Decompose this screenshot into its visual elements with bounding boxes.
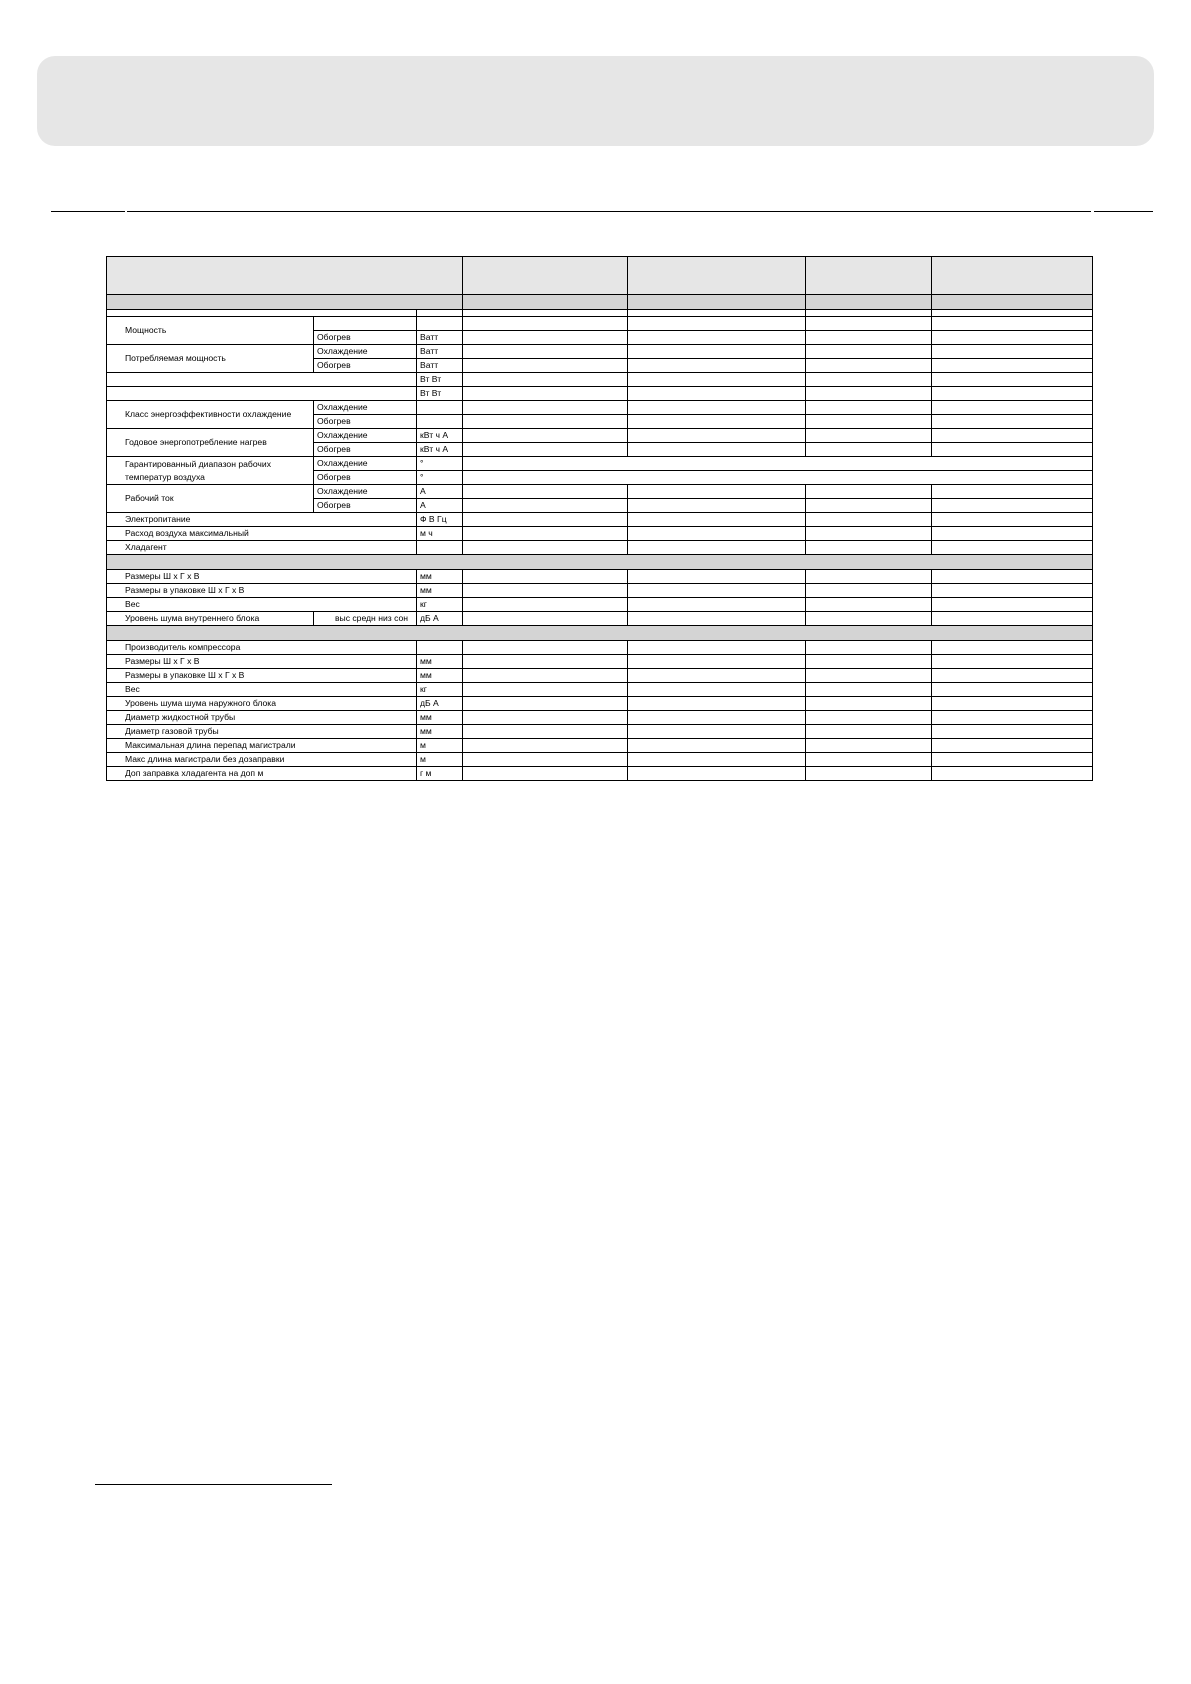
refrigerant-label: Хладагент [107, 541, 417, 555]
table-row [107, 570, 1093, 584]
unit-mm: мм [417, 711, 463, 725]
mode-heating: Обогрев [314, 443, 417, 457]
indoor-noise-label: Уровень шума внутреннего блока [107, 612, 314, 626]
table-row [107, 527, 1093, 541]
extra-refrigerant-label: Доп заправка хладагента на доп м [107, 767, 417, 781]
table-row [107, 401, 1093, 415]
outdoor-weight-label: Вес [107, 683, 417, 697]
table-row [107, 753, 1093, 767]
header-cell-model-1 [463, 257, 628, 295]
unit-kwh-a: кВт ч А [417, 429, 463, 443]
table-row [107, 641, 1093, 655]
current-label: Рабочий ток [107, 485, 314, 513]
specifications-table [106, 256, 1093, 781]
table-row [107, 317, 1093, 331]
mode-heating: Обогрев [314, 471, 417, 485]
unit-watt: Ватт [417, 359, 463, 373]
indoor-noise-modes: выс средн низ сон [314, 612, 417, 626]
table-row [107, 345, 1093, 359]
table-row [107, 655, 1093, 669]
power-label: Мощность [107, 317, 314, 345]
unit-watt: Ватт [417, 331, 463, 345]
power-supply-label: Электропитание [107, 513, 417, 527]
annual-consumption-label: Годовое энергопотребление нагрев [107, 429, 314, 457]
unit-m: м [417, 753, 463, 767]
table-row [107, 683, 1093, 697]
table-row [107, 485, 1093, 499]
mode-heating: Обогрев [314, 359, 417, 373]
table-row [107, 513, 1093, 527]
max-length-label: Максимальная длина перепад магистрали [107, 739, 417, 753]
table-row [107, 584, 1093, 598]
table-row [107, 711, 1093, 725]
table-row [107, 373, 1093, 387]
section-row-general [107, 295, 1093, 310]
header-cell-model-3 [806, 257, 932, 295]
footnote-rule [95, 1484, 332, 1485]
table-row [107, 669, 1093, 683]
mode-cooling: Охлаждение [314, 457, 417, 471]
unit-amp: А [417, 499, 463, 513]
header-cell-parameter [107, 257, 463, 295]
header-cell-model-2 [628, 257, 806, 295]
mode-heating: Обогрев [314, 331, 417, 345]
header-rule-right [1094, 211, 1153, 212]
mode-heating: Обогрев [314, 499, 417, 513]
mode-heating: Обогрев [314, 415, 417, 429]
unit-kg: кг [417, 598, 463, 612]
unit-mm: мм [417, 570, 463, 584]
temp-range-value-heating [463, 471, 1093, 485]
unit-w-w: Вт Вт [417, 387, 463, 401]
airflow-label: Расход воздуха максимальный [107, 527, 417, 541]
unit-kg: кг [417, 683, 463, 697]
table-row [107, 387, 1093, 401]
table-row [107, 598, 1093, 612]
header-rule-center [127, 211, 1091, 212]
table-row [107, 725, 1093, 739]
compressor-maker-label: Производитель компрессора [107, 641, 417, 655]
table-row [107, 739, 1093, 753]
table-row [107, 541, 1093, 555]
unit-mm: мм [417, 669, 463, 683]
unit-mm: мм [417, 655, 463, 669]
table-row [107, 612, 1093, 626]
section-row-outdoor [107, 626, 1093, 641]
table-row [107, 429, 1093, 443]
mode-cooling: Охлаждение [314, 485, 417, 499]
header-rule-left [51, 211, 125, 212]
table-row [107, 767, 1093, 781]
unit-degree: ° [417, 457, 463, 471]
gas-pipe-label: Диаметр газовой трубы [107, 725, 417, 739]
outdoor-pack-dims-label: Размеры в упаковке Ш х Г х В [107, 669, 417, 683]
unit-degree: ° [417, 471, 463, 485]
unit-airflow: м ч [417, 527, 463, 541]
unit-db-a: дБ А [417, 697, 463, 711]
unit-w-w: Вт Вт [417, 373, 463, 387]
temp-range-label: Гарантированный диапазон рабочих температур воздуха [107, 457, 314, 485]
consumed-power-label: Потребляемая мощность [107, 345, 314, 373]
energy-class-label: Класс энергоэффективности охлаждение [107, 401, 314, 429]
unit-amp: А [417, 485, 463, 499]
unit-g-m: г м [417, 767, 463, 781]
outdoor-dims-label: Размеры Ш х Г х В [107, 655, 417, 669]
table-header-row [107, 257, 1093, 295]
indoor-dims-label: Размеры Ш х Г х В [107, 570, 417, 584]
weight-label: Вес [107, 598, 417, 612]
unit-mm: мм [417, 584, 463, 598]
mode-cooling: Охлаждение [314, 345, 417, 359]
header-banner [37, 56, 1154, 146]
mode-cooling: Охлаждение [314, 401, 417, 415]
liquid-pipe-label: Диаметр жидкостной трубы [107, 711, 417, 725]
table-row [107, 457, 1093, 471]
unit-power-supply: Ф В Гц [417, 513, 463, 527]
unit-db-a: дБ А [417, 612, 463, 626]
unit-kwh-a: кВт ч А [417, 443, 463, 457]
section-row-indoor [107, 555, 1093, 570]
max-length-no-refill-label: Макс длина магистрали без дозаправки [107, 753, 417, 767]
table-row [107, 310, 1093, 317]
header-cell-model-4 [932, 257, 1093, 295]
mode-cooling: Охлаждение [314, 429, 417, 443]
table-row [107, 697, 1093, 711]
unit-watt: Ватт [417, 345, 463, 359]
unit-m: м [417, 739, 463, 753]
outdoor-noise-label: Уровень шума шума наружного блока [107, 697, 417, 711]
unit-mm: мм [417, 725, 463, 739]
indoor-pack-dims-label: Размеры в упаковке Ш х Г х В [107, 584, 417, 598]
temp-range-value-cooling [463, 457, 1093, 471]
